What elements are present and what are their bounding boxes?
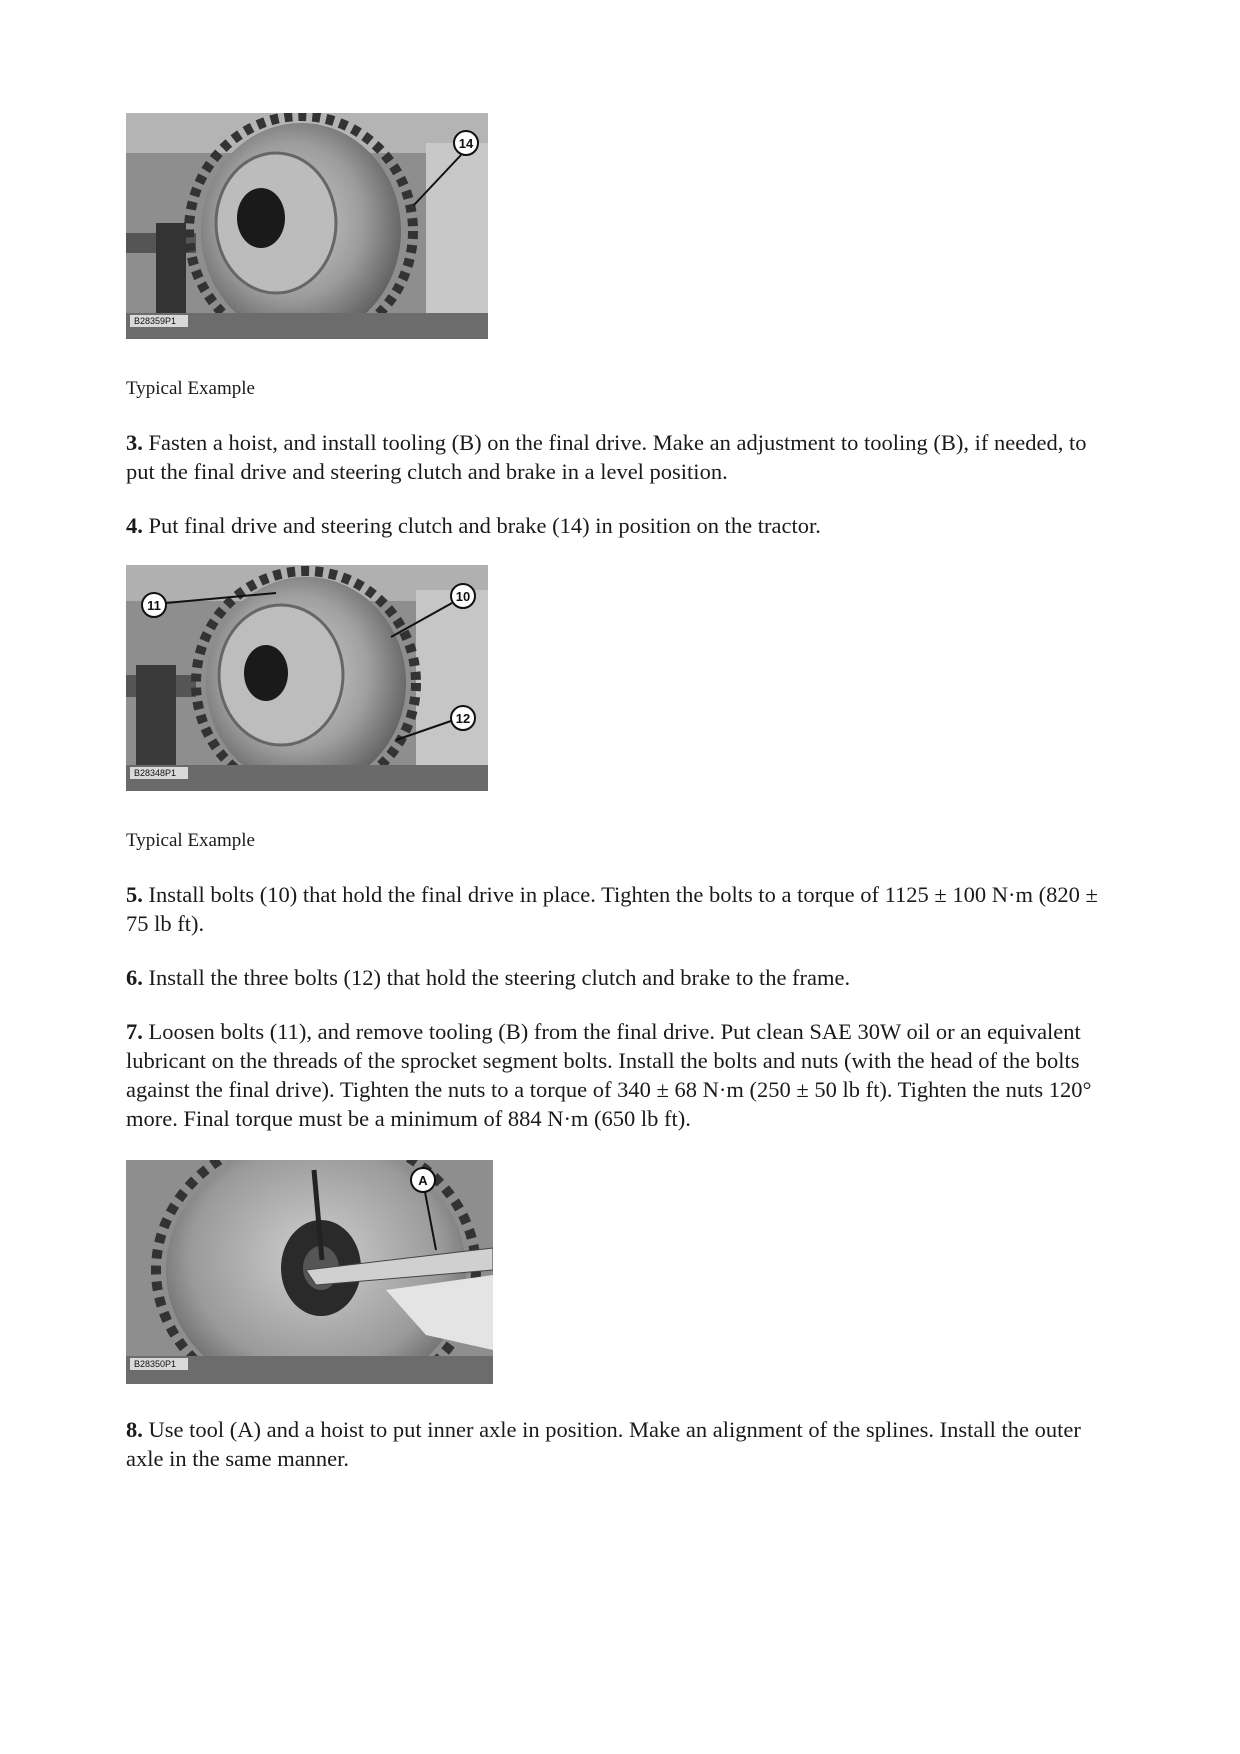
step-number: 7. (126, 1019, 143, 1044)
figure-code: B28348P1 (134, 768, 177, 778)
figure-code: B28359P1 (134, 316, 177, 326)
step-text: Use tool (A) and a hoist to put inner axle in position. Make an alignment of the splines. Install the outer axle in the same manner. (126, 1417, 1081, 1471)
step-4 (126, 511, 1116, 540)
figure-final-drive-14 (126, 113, 488, 339)
step-5 (126, 880, 1116, 938)
figure-final-drive-bolts (126, 565, 488, 791)
step-text: Loosen bolts (11), and remove tooling (B) from the final drive. Put clean SAE 30W oil or an equivalent lubricant on the threads of the sprocket segment bolts. Install the bolts and nuts (with the head of the bolts against the final drive). Tighten the nuts to a torque of 340 ± 68 N·m (250 ± 50 lb ft). Tighten the nuts 120° more. Final torque must be a minimum of 884 N·m (650 lb ft). (126, 1019, 1092, 1131)
figure-caption: Typical Example (126, 830, 255, 851)
step-number: 5. (126, 882, 143, 907)
step-number: 8. (126, 1417, 143, 1442)
step-3 (126, 428, 1116, 486)
callout-11-label: 11 (147, 598, 161, 613)
callout-14-label: 14 (458, 136, 474, 151)
callout-10-label: 10 (455, 589, 471, 604)
figure-axle-tool (126, 1160, 493, 1384)
step-text: Install the three bolts (12) that hold the steering clutch and brake to the frame. (142, 965, 851, 990)
step-number: 4. (126, 513, 143, 538)
step-8 (126, 1415, 1116, 1473)
photo-final-drive-bolts (126, 565, 488, 791)
figure-code: B28350P1 (134, 1359, 177, 1369)
step-number: 6. (126, 965, 143, 990)
photo-axle-tool (126, 1160, 493, 1384)
step-text: Install bolts (10) that hold the final drive in place. Tighten the bolts to a torque of 1125 ± 100 N·m (820 ± 75 lb ft). (126, 882, 1098, 936)
figure-caption: Typical Example (126, 378, 255, 399)
step-number: 3. (126, 430, 143, 455)
callout-12-label: 12 (455, 711, 471, 726)
photo-final-drive-install (126, 113, 488, 339)
step-text: Put final drive and steering clutch and brake (14) in position on the tractor. (142, 513, 821, 538)
step-7 (126, 1017, 1116, 1133)
callout-a-label: A (418, 1173, 428, 1188)
step-6 (126, 963, 1116, 992)
step-text: Fasten a hoist, and install tooling (B) on the final drive. Make an adjustment to tooling (B), if needed, to put the final drive and steering clutch and brake in a level position. (126, 430, 1087, 484)
